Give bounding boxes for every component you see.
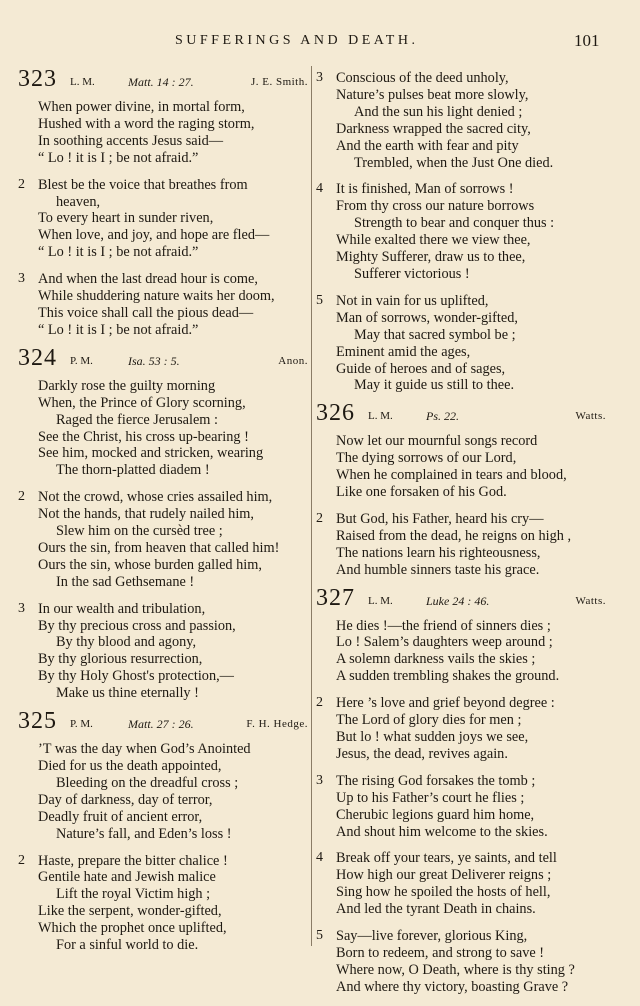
verse-line: When power divine, in mortal form, bbox=[38, 99, 245, 115]
verse-line: Not in vain for us uplifted, bbox=[336, 292, 489, 309]
stanza bbox=[18, 378, 308, 479]
verse-line: Darkness wrapped the sacred city, bbox=[336, 120, 531, 137]
verse-line: Like the serpent, wonder-gifted, bbox=[38, 903, 222, 920]
verse-line: When love, and joy, and hope are fled— bbox=[38, 227, 270, 244]
stanza-number: 3 bbox=[18, 600, 25, 616]
stanza-number: 2 bbox=[18, 489, 25, 505]
stanza-number: 4 bbox=[316, 181, 323, 197]
verse-line: Man of sorrows, wonder-gifted, bbox=[336, 309, 518, 326]
verse-line: Day of darkness, day of terror, bbox=[38, 791, 213, 808]
page-header bbox=[0, 33, 640, 57]
verse-line: Where now, O Death, where is thy sting ? bbox=[336, 961, 575, 978]
verse-line: And the sun his light denied ; bbox=[354, 103, 523, 120]
hymn-meter: P. M. bbox=[70, 354, 93, 367]
verse-line: The nations learn his righteousness, bbox=[336, 544, 541, 561]
verse-line: And humble sinners taste his grace. bbox=[336, 561, 540, 578]
verse-line: Deadly fruit of ancient error, bbox=[38, 808, 203, 825]
verse-line: Not the hands, that rudely nailed him, bbox=[38, 506, 254, 523]
hymn bbox=[18, 344, 308, 702]
verse-line: “ Lo ! it is I ; be not afraid.” bbox=[38, 321, 199, 338]
stanza bbox=[18, 177, 308, 262]
verse-line: By thy glorious resurrection, bbox=[38, 651, 203, 668]
running-title: SUFFERINGS AND DEATH. bbox=[175, 33, 419, 48]
verse-line: Ours the sin, whose burden galled him, bbox=[38, 556, 262, 573]
hymn-meter: P. M. bbox=[70, 718, 93, 731]
left-column bbox=[18, 66, 308, 964]
verse-line: In soothing accents Jesus said— bbox=[38, 132, 224, 149]
stanza-number: 2 bbox=[18, 176, 25, 192]
hymn bbox=[316, 70, 606, 394]
verse-line: Lo ! Salem’s daughters weep around ; bbox=[336, 634, 553, 651]
verse-line: By thy blood and agony, bbox=[56, 634, 197, 651]
verse-line: When, the Prince of Glory scorning, bbox=[38, 394, 246, 411]
stanza bbox=[316, 433, 606, 501]
hymn-meter: L. M. bbox=[70, 76, 95, 88]
verse-line: But God, his Father, heard his cry— bbox=[336, 510, 544, 527]
stanza-number: 3 bbox=[316, 70, 323, 85]
right-column bbox=[316, 70, 606, 1006]
hymn-heading bbox=[18, 66, 308, 99]
verse-line: See him, mocked and stricken, wearing bbox=[38, 445, 264, 462]
hymn bbox=[316, 584, 606, 996]
hymn-author: F. H. Hedge. bbox=[246, 718, 308, 731]
verse-line: How high our great Deliverer reigns ; bbox=[336, 867, 552, 884]
verse-line: Eminent amid the ages, bbox=[336, 343, 471, 360]
verse-line: “ Lo ! it is I ; be not afraid.” bbox=[38, 149, 199, 166]
verse-line: Say—live forever, glorious King, bbox=[336, 928, 528, 945]
stanza bbox=[316, 511, 606, 579]
verse-line: In our wealth and tribulation, bbox=[38, 600, 206, 617]
verse-line: But lo ! what sudden joys we see, bbox=[336, 729, 529, 745]
hymn-number: 326 bbox=[316, 400, 355, 427]
verse-line: Which the prophet once uplifted, bbox=[38, 920, 227, 937]
hymn-number: 325 bbox=[18, 708, 57, 735]
verse-line: And where thy victory, boasting Grave ? bbox=[336, 978, 569, 995]
stanza-number: 2 bbox=[316, 695, 323, 711]
verse-line: Trembled, when the Just One died. bbox=[354, 154, 554, 171]
stanza-number: 5 bbox=[316, 292, 323, 308]
verse-line: To every heart in sunder riven, bbox=[38, 210, 214, 227]
hymn bbox=[316, 400, 606, 578]
verse-line: Guide of heroes and of sages, bbox=[336, 360, 506, 377]
verse-line: He dies !—the friend of sinners dies ; bbox=[336, 617, 551, 634]
hymn-author: Watts. bbox=[575, 410, 606, 423]
hymn bbox=[18, 708, 308, 954]
hymn-heading bbox=[18, 708, 308, 741]
verse-line: Raised from the dead, he reigns on high , bbox=[336, 527, 572, 544]
stanza bbox=[18, 489, 308, 590]
verse-line: When he complained in tears and blood, bbox=[336, 467, 567, 484]
verse-line: Nature’s pulses beat more slowly, bbox=[336, 86, 529, 103]
column-divider bbox=[311, 66, 312, 946]
stanza-number: 5 bbox=[316, 928, 323, 944]
verse-line: Make us thine eternally ! bbox=[56, 685, 199, 702]
verse-line: Now let our mournful songs record bbox=[336, 433, 538, 450]
verse-line: Break off your tears, ye saints, and tell bbox=[336, 850, 557, 867]
stanza bbox=[316, 293, 606, 394]
verse-line: The rising God forsakes the tomb ; bbox=[336, 772, 536, 789]
verse-line: Cherubic legions guard him home, bbox=[336, 806, 535, 823]
verse-line: May it guide us still to thee. bbox=[354, 377, 515, 394]
verse-line: Jesus, the dead, revives again. bbox=[336, 745, 508, 762]
verse-line: From thy cross our nature borrows bbox=[336, 198, 535, 215]
verse-line: heaven, bbox=[56, 193, 101, 210]
hymn-author: Watts. bbox=[575, 594, 606, 607]
verse-line: Nature’s fall, and Eden’s loss ! bbox=[56, 825, 232, 842]
stanza bbox=[18, 271, 308, 339]
verse-line: Raged the fierce Jerusalem : bbox=[56, 411, 218, 428]
verse-line: By thy Holy Ghost's protection,— bbox=[38, 668, 234, 685]
verse-line: ’T was the day when God’s Anointed bbox=[38, 741, 251, 758]
verse-line: Sing how he spoiled the hosts of hell, bbox=[336, 884, 551, 901]
verse-line: Strength to bear and conquer thus : bbox=[354, 215, 555, 232]
verse-line: The Lord of glory dies for men ; bbox=[336, 712, 522, 729]
stanza-number: 3 bbox=[18, 271, 25, 287]
stanza-number: 2 bbox=[316, 510, 323, 526]
verse-line: For a sinful world to die. bbox=[56, 937, 199, 954]
verse-line: Up to his Father’s court he flies ; bbox=[336, 789, 525, 806]
verse-line: And when the last dread hour is come, bbox=[38, 271, 258, 288]
hymn-meter: L. M. bbox=[368, 594, 393, 607]
verse-line: And the earth with fear and pity bbox=[336, 137, 519, 154]
stanza bbox=[316, 618, 606, 686]
hymn-heading bbox=[18, 344, 308, 378]
verse-line: Here ’s love and grief beyond degree : bbox=[336, 695, 555, 712]
verse-line: The dying sorrows of our Lord, bbox=[336, 450, 517, 467]
hymn-heading bbox=[316, 584, 606, 618]
scripture-reference: Matt. 14 : 27. bbox=[128, 75, 194, 89]
verse-line: It is finished, Man of sorrows ! bbox=[336, 181, 514, 198]
verse-line: A sudden trembling shakes the ground. bbox=[336, 668, 560, 685]
verse-line: And led the tyrant Death in chains. bbox=[336, 901, 536, 918]
verse-line: “ Lo ! it is I ; be not afraid.” bbox=[38, 244, 199, 261]
verse-line: Born to redeem, and strong to save ! bbox=[336, 944, 545, 961]
stanza bbox=[316, 928, 606, 996]
verse-line: Lift the royal Victim high ; bbox=[56, 886, 211, 903]
verse-line: Darkly rose the guilty morning bbox=[38, 377, 216, 394]
stanza bbox=[316, 70, 606, 171]
stanza bbox=[18, 853, 308, 954]
verse-line: Blest be the voice that breathes from bbox=[38, 176, 248, 193]
verse-line: Conscious of the deed unholy, bbox=[336, 70, 509, 86]
stanza bbox=[316, 695, 606, 763]
verse-line: Not the crowd, whose cries assailed him, bbox=[38, 489, 273, 506]
stanza-number: 3 bbox=[316, 772, 323, 788]
hymn-number: 327 bbox=[316, 584, 355, 611]
scripture-reference: Matt. 27 : 26. bbox=[128, 717, 194, 732]
stanza-number: 2 bbox=[18, 852, 25, 868]
verse-line: A solemn darkness vails the skies ; bbox=[336, 651, 536, 668]
hymn-number: 324 bbox=[18, 344, 57, 371]
verse-line: The thorn-platted diadem ! bbox=[56, 462, 210, 479]
stanza bbox=[316, 850, 606, 918]
stanza bbox=[18, 99, 308, 167]
hymn bbox=[18, 66, 308, 339]
stanza bbox=[316, 181, 606, 282]
scripture-reference: Luke 24 : 46. bbox=[426, 593, 490, 608]
verse-line: Mighty Sufferer, draw us to thee, bbox=[336, 249, 526, 266]
verse-line: While exalted there we view thee, bbox=[336, 232, 531, 249]
verse-line: Bleeding on the dreadful cross ; bbox=[56, 774, 239, 791]
verse-line: Hushed with a word the raging storm, bbox=[38, 115, 255, 132]
verse-line: Gentile hate and Jewish malice bbox=[38, 869, 216, 886]
verse-line: While shuddering nature waits her doom, bbox=[38, 288, 275, 305]
verse-line: Died for us the death appointed, bbox=[38, 758, 222, 774]
page-number: 101 bbox=[574, 31, 600, 50]
verse-line: See the Christ, his cross up-bearing ! bbox=[38, 428, 249, 445]
hymn-author: J. E. Smith. bbox=[250, 76, 308, 88]
verse-line: In the sad Gethsemane ! bbox=[56, 573, 195, 590]
hymn-meter: L. M. bbox=[368, 410, 393, 423]
stanza bbox=[316, 773, 606, 841]
hymn-heading bbox=[316, 400, 606, 433]
hymn-author: Anon. bbox=[278, 354, 308, 367]
verse-line: Sufferer victorious ! bbox=[354, 265, 470, 282]
scripture-reference: Isa. 53 : 5. bbox=[128, 353, 180, 368]
verse-line: And shout him welcome to the skies. bbox=[336, 823, 548, 840]
verse-line: Like one forsaken of his God. bbox=[336, 484, 507, 501]
verse-line: This voice shall call the pious dead— bbox=[38, 304, 254, 321]
scripture-reference: Ps. 22. bbox=[426, 409, 459, 424]
stanza bbox=[18, 601, 308, 702]
verse-line: May that sacred symbol be ; bbox=[354, 326, 516, 343]
verse-line: Haste, prepare the bitter chalice ! bbox=[38, 852, 228, 869]
verse-line: Slew him on the cursèd tree ; bbox=[56, 523, 223, 540]
verse-line: Ours the sin, from heaven that called him! bbox=[38, 539, 280, 556]
stanza bbox=[18, 741, 308, 842]
hymn-number: 323 bbox=[18, 66, 57, 92]
stanza-number: 4 bbox=[316, 850, 323, 866]
verse-line: By thy precious cross and passion, bbox=[38, 617, 236, 634]
